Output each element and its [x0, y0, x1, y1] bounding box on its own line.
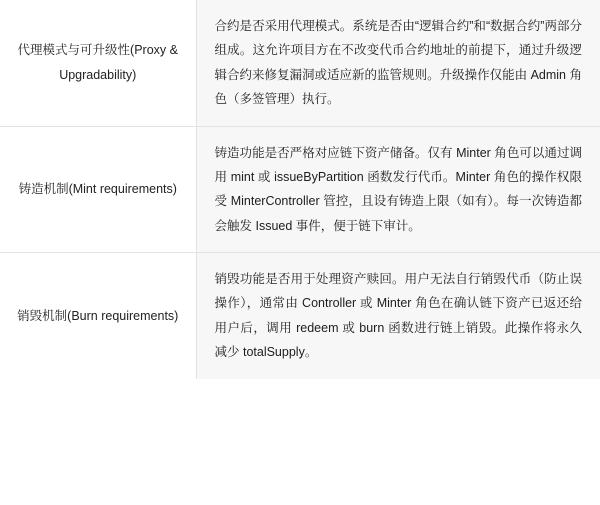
table-row — [0, 126, 600, 253]
description-cell — [196, 253, 600, 379]
description-cell — [196, 126, 600, 253]
term-cell: 铸造机制(Mint requirements) — [0, 126, 196, 253]
term-cell: 代理模式与可升级性(Proxy & Upgradability) — [0, 0, 196, 126]
description-text: 合约是否采用代理模式。系统是否由“逻辑合约”和“数据合约”两部分组成。这允许项目方在不改变代币合约地址的前提下，通过升级逻辑合约来修复漏洞或适应新的监管规则。升级操作仅能由 Admin 角色（多签管理）执行。 — [214, 19, 582, 107]
term-cell: 销毁机制(Burn requirements) — [0, 253, 196, 379]
description-text: 销毁功能是否用于处理资产赎回。用户无法自行销毁代币（防止误操作），通常由 Controller 或 Minter 角色在确认链下资产已返还给用户后，调用 redeem 或 burn 函数进行链上销毁。此操作将永久减少 totalSupply。 — [214, 272, 582, 360]
table-row — [0, 0, 600, 126]
description-text: 铸造功能是否严格对应链下资产储备。仅有 Minter 角色可以通过调用 mint 或 issueByPartition 函数发行代币。Minter 角色的操作权限受 MinterController 管控，且设有铸造上限（如有）。每一次铸造都会触发 Issued 事件，便于链下审计。 — [214, 145, 582, 233]
table-row — [0, 253, 600, 379]
description-cell — [196, 0, 600, 126]
